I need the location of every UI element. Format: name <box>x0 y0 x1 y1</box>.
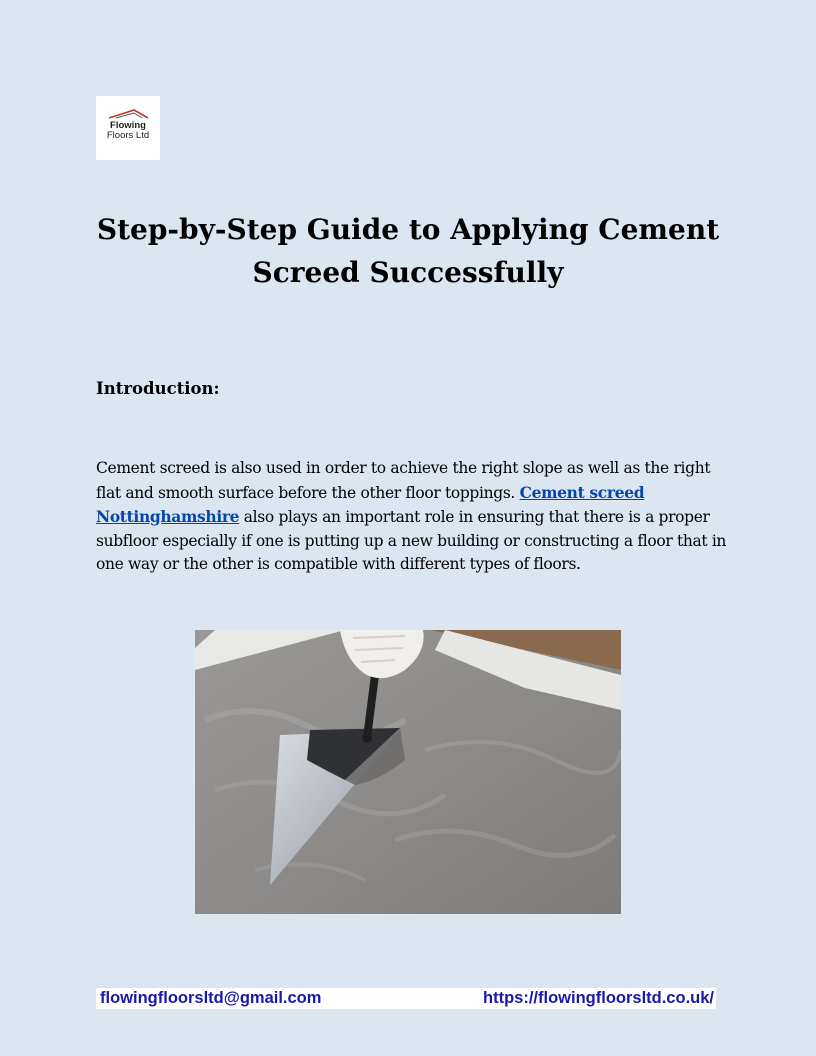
cement-screed-link[interactable]: Cement screed Nottinghamshire <box>96 482 645 526</box>
document-title <box>96 208 720 294</box>
logo-text-line1: Flowing <box>110 120 146 131</box>
company-logo <box>96 96 160 160</box>
introduction-heading: Introduction: <box>96 379 220 398</box>
title-line-2: Screed Successfully <box>252 256 564 289</box>
logo-text-line2: Floors Ltd <box>106 130 150 141</box>
trowel-icon <box>195 630 621 914</box>
paragraph-text-after-link: also plays an important role in ensuring that there is a proper subfloor especially if one is putting up a new building or constructing a floor that in one way or the other is compatible with different types of floors. <box>96 508 727 573</box>
trowel-screed-photo <box>195 630 621 914</box>
paragraph-text-before-link: Cement screed is also used in order to achieve the right slope as well as the right flat and smooth surface before the other floor toppings. <box>96 459 711 502</box>
title-line-1: Step-by-Step Guide to Applying Cement <box>96 213 720 246</box>
footer-bar <box>96 988 716 1009</box>
footer-email-link[interactable]: flowingfloorsltd@gmail.com <box>100 989 322 1007</box>
introduction-paragraph <box>96 457 728 577</box>
footer-website-link[interactable]: https://flowingfloorsltd.co.uk/ <box>483 989 714 1007</box>
